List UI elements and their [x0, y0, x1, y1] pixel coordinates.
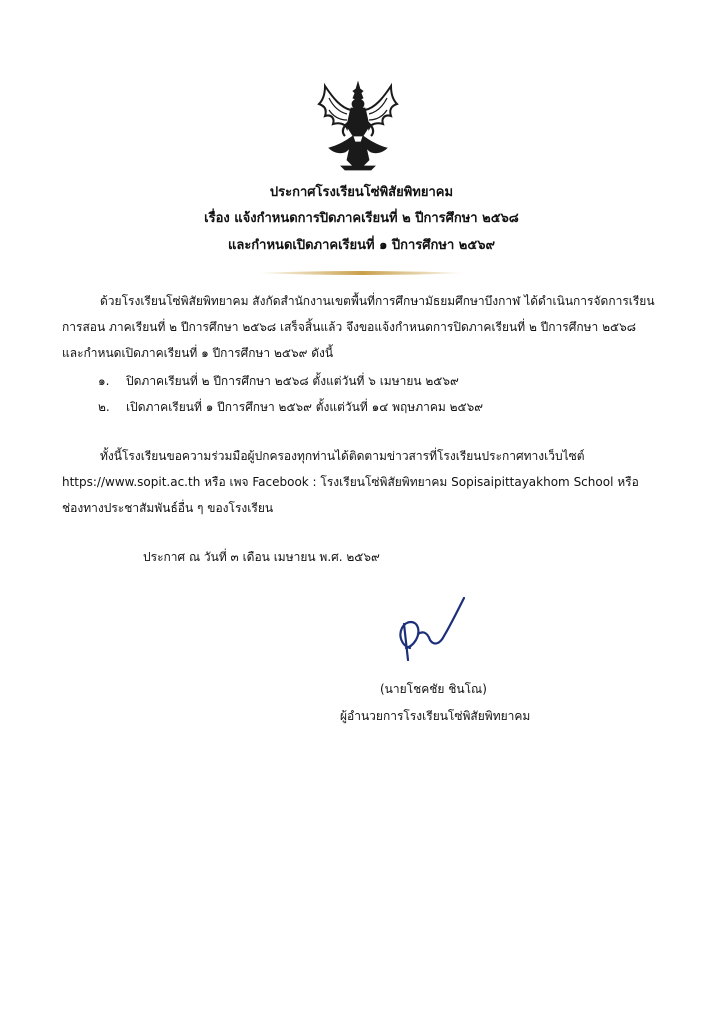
paragraph1-line2: การสอน ภาคเรียนที่ ๒ ปีการศึกษา ๒๕๖๘ เสร็จสิ้นแล้ว จึงขอแจ้งกำหนดการปิดภาคเรียนที่ ๒ ปีการศึกษา ๒๕๖๘ [62, 320, 636, 334]
paragraph1-line3: และกำหนดเปิดภาคเรียนที่ ๑ ปีการศึกษา ๒๕๖๙ ดังนี้ [62, 346, 334, 360]
signer-title: ผู้อำนวยการโรงเรียนโซ่พิสัยพิทยาคม [340, 709, 531, 723]
paragraph1-line1: ด้วยโรงเรียนโซ่พิสัยพิทยาคม สังกัดสำนักงานเขตพื้นที่การศึกษามัธยมศึกษาบึงกาฬ ได้ดำเนินการจัดการเรียน [100, 294, 655, 308]
signer-name: (นายโชคชัย ชินโณ) [380, 682, 487, 696]
list-item-number: ๒. [98, 400, 110, 414]
announcement-title: ประกาศโรงเรียนโซ่พิสัยพิทยาคม [269, 185, 454, 200]
paragraph2-line3: ช่องทางประชาสัมพันธ์อื่น ๆ ของโรงเรียน [62, 501, 274, 515]
subject-line: เรื่อง แจ้งกำหนดการปิดภาคเรียนที่ ๒ ปีการศึกษา ๒๕๖๘ [204, 211, 519, 226]
subject-line-continued: และกำหนดเปิดภาคเรียนที่ ๑ ปีการศึกษา ๒๕๖๙ [227, 238, 495, 253]
list-item-number: ๑. [98, 374, 110, 388]
list-item-text: เปิดภาคเรียนที่ ๑ ปีการศึกษา ๒๕๖๙ ตั้งแต่วันที่ ๑๔ พฤษภาคม ๒๕๖๙ [126, 400, 483, 414]
gold-divider-icon [255, 268, 469, 278]
paragraph2-line2: https://www.sopit.ac.th หรือ เพจ Facebook : โรงเรียนโซ่พิสัยพิทยาคม Sopisaipittayakhom School หรือ [62, 475, 639, 489]
announcement-date: ประกาศ ณ วันที่ ๓ เดือน เมษายน พ.ศ. ๒๕๖๙ [143, 550, 380, 564]
handwritten-signature-icon [388, 590, 474, 668]
paragraph2-line1: ทั้งนี้โรงเรียนขอความร่วมมือผู้ปกครองทุกท่านได้ติดตามข่าวสารที่โรงเรียนประกาศทางเว็บไซต์ [100, 449, 585, 463]
list-item-text: ปิดภาคเรียนที่ ๒ ปีการศึกษา ๒๕๖๘ ตั้งแต่วันที่ ๖ เมษายน ๒๕๖๙ [126, 374, 459, 388]
garuda-emblem-icon [311, 80, 405, 174]
